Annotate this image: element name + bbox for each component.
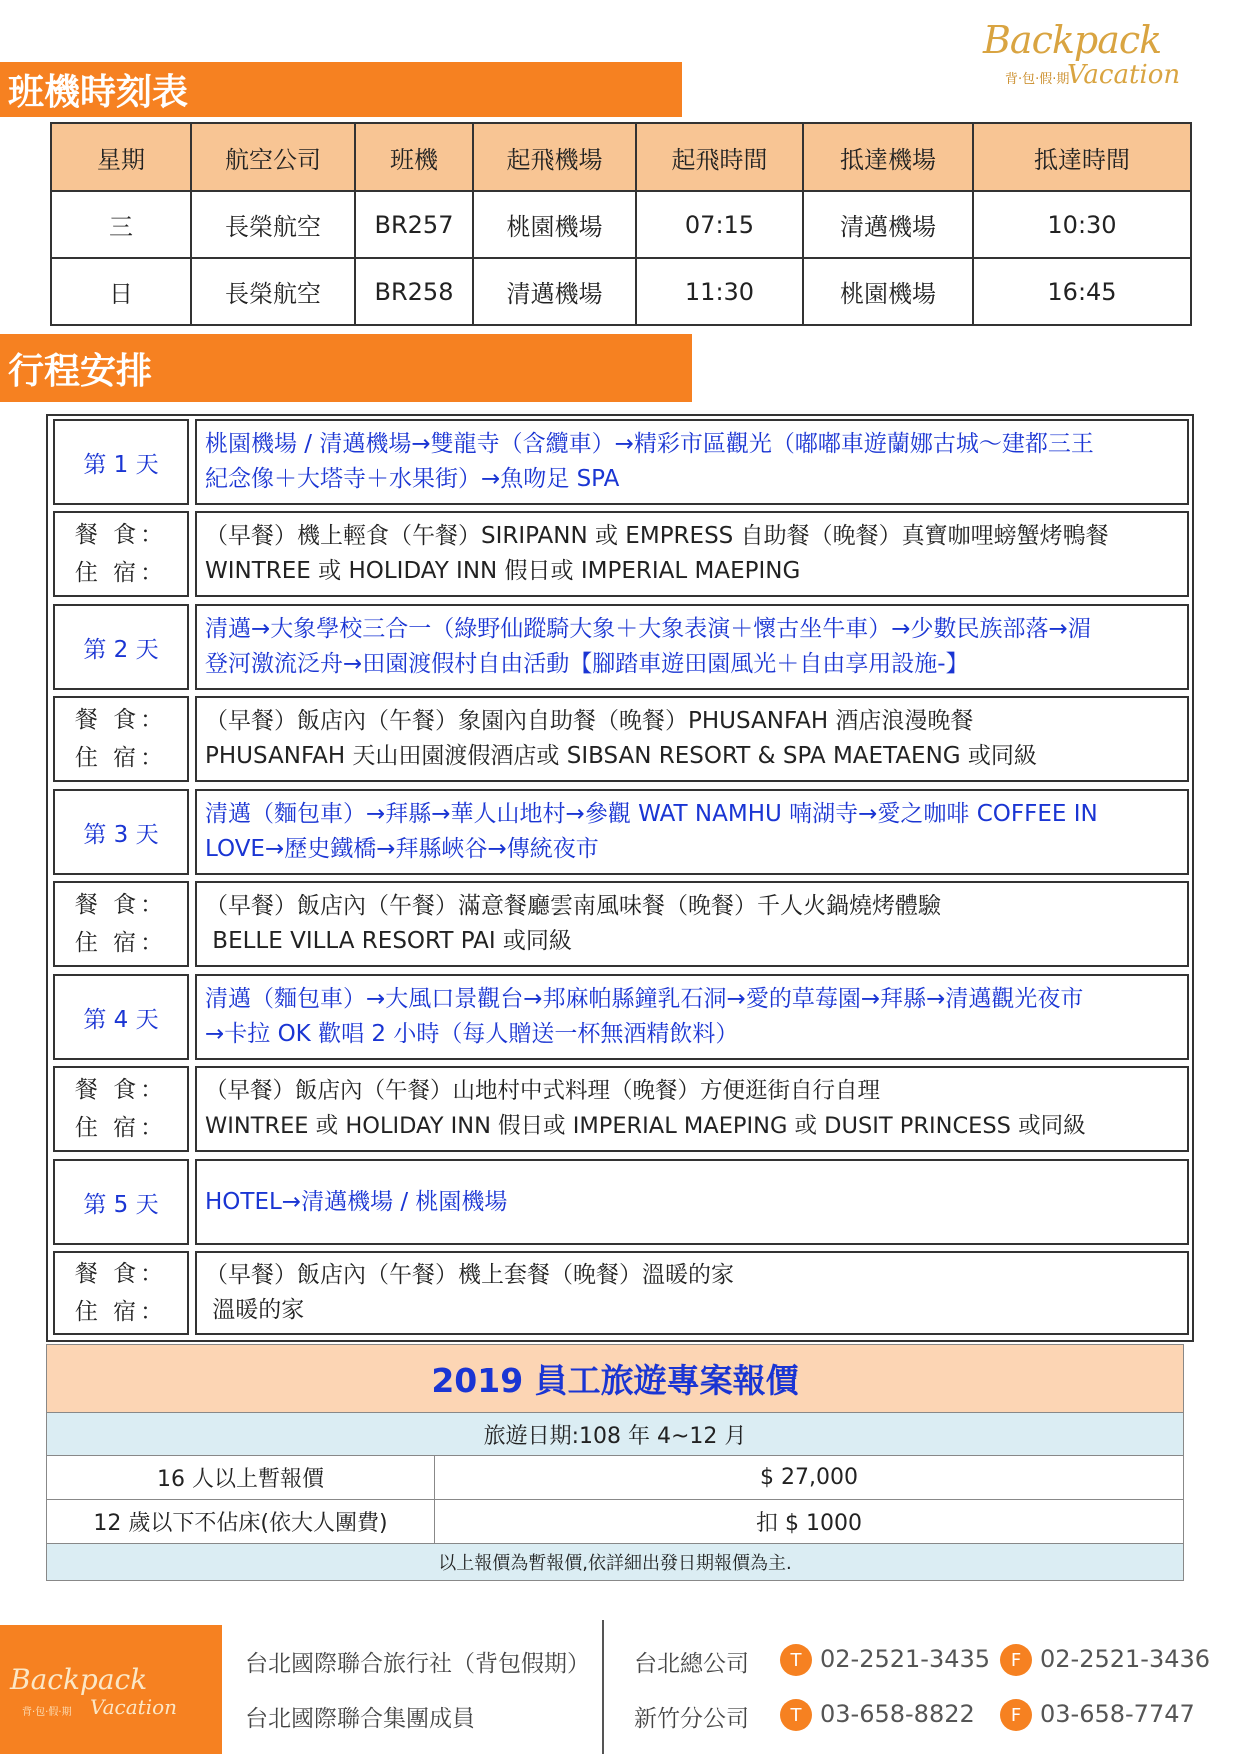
table-row <box>47 1500 1183 1544</box>
flight-table <box>50 122 1192 326</box>
col-weekday: 星期 <box>51 123 191 191</box>
table-row <box>47 1456 1183 1500</box>
flight-section-title: 班機時刻表 <box>0 62 682 117</box>
stay-text: 溫暖的家 <box>205 1297 305 1323</box>
office-name-hsinchu: 新竹分公司 <box>634 1706 749 1732</box>
meal-stay-labels <box>53 1251 189 1335</box>
stay-text: WINTREE 或 HOLIDAY INN 假日或 IMPERIAL MAEPING 或 DUSIT PRINCESS 或同級 <box>205 1113 1086 1139</box>
meal-stay-labels <box>53 881 189 967</box>
stay-label: 住 宿： <box>74 1115 168 1141</box>
meal-row-3 <box>53 881 1189 967</box>
route-line: 清邁（麵包車）→大風口景觀台→邦麻帕縣鐘乳石洞→愛的草莓園→拜縣→清邁觀光夜市 <box>205 986 1084 1012</box>
office-name-taipei: 台北總公司 <box>634 1651 749 1677</box>
day-route <box>195 1159 1189 1245</box>
meal-text: （早餐）飯店內（午餐）象園內自助餐（晚餐）PHUSANFAH 酒店浪漫晚餐 <box>205 708 974 734</box>
meal-label: 餐 食： <box>74 1077 168 1103</box>
stay-text: WINTREE 或 HOLIDAY INN 假日或 IMPERIAL MAEPING <box>205 558 801 584</box>
cell-arrive-time: 10:30 <box>973 191 1191 258</box>
meal-label: 餐 食： <box>74 522 168 548</box>
cell-flight: BR258 <box>355 258 473 325</box>
col-airline: 航空公司 <box>191 123 355 191</box>
cell-depart-time: 11:30 <box>636 258 803 325</box>
meal-row-2 <box>53 696 1189 782</box>
itinerary-table <box>46 414 1194 1342</box>
quote-label: 12 歲以下不佔床(依大人團費) <box>47 1500 435 1543</box>
meal-label: 餐 食： <box>74 892 168 918</box>
col-depart-airport: 起飛機場 <box>473 123 636 191</box>
meal-stay-detail <box>195 511 1189 597</box>
quote-price: $ 27,000 <box>760 1465 858 1490</box>
route-line: HOTEL→清邁機場 / 桃園機場 <box>205 1188 508 1215</box>
cell-arrive-time: 16:45 <box>973 258 1191 325</box>
phone-icon: T <box>780 1644 812 1676</box>
brand-logo <box>975 18 1205 98</box>
logo-main-text: Backpack <box>983 18 1162 62</box>
footer-logo-sub: Vacation <box>90 1695 178 1719</box>
meal-label: 餐 食： <box>74 707 168 733</box>
stay-label: 住 宿： <box>74 560 168 586</box>
fax-icon: F <box>1000 1644 1032 1676</box>
tel-number: 02-2521-3435 <box>820 1645 991 1673</box>
day-route <box>195 974 1189 1060</box>
cell-arrive-airport: 清邁機場 <box>803 191 973 258</box>
meal-text: （早餐）飯店內（午餐）機上套餐（晚餐）溫暖的家 <box>205 1262 734 1288</box>
stay-text: PHUSANFAH 天山田園渡假酒店或 SIBSAN RESORT & SPA MAETAENG 或同級 <box>205 743 1037 769</box>
meal-stay-detail <box>195 881 1189 967</box>
col-depart-time: 起飛時間 <box>636 123 803 191</box>
day-row-3 <box>53 789 1189 875</box>
stay-label: 住 宿： <box>74 745 168 771</box>
footer-divider <box>602 1620 604 1754</box>
meal-stay-labels <box>53 1066 189 1152</box>
fax-number: 02-2521-3436 <box>1040 1645 1211 1673</box>
day-label: 第 5 天 <box>53 1159 189 1245</box>
logo-sub-text: Vacation <box>1067 60 1181 90</box>
cell-weekday: 日 <box>51 258 191 325</box>
route-line: LOVE→歷史鐵橋→拜縣峽谷→傳統夜市 <box>205 836 599 862</box>
day-row-4 <box>53 974 1189 1060</box>
meal-row-1 <box>53 511 1189 597</box>
cell-flight: BR257 <box>355 191 473 258</box>
col-arrive-airport: 抵達機場 <box>803 123 973 191</box>
quote-table <box>46 1344 1184 1581</box>
cell-depart-airport: 桃園機場 <box>473 191 636 258</box>
meal-text: （早餐）飯店內（午餐）滿意餐廳雲南風味餐（晚餐）千人火鍋燒烤體驗 <box>205 893 941 919</box>
quote-price: 扣 $ 1000 <box>756 1511 862 1536</box>
cell-depart-airport: 清邁機場 <box>473 258 636 325</box>
day-row-5 <box>53 1159 1189 1245</box>
tel-number: 03-658-8822 <box>820 1700 975 1728</box>
itinerary-section-title: 行程安排 <box>0 334 692 402</box>
table-row <box>51 191 1191 258</box>
meal-row-5 <box>53 1251 1189 1335</box>
route-line: 清邁（麵包車）→拜縣→華人山地村→參觀 WAT NAMHU 喃湖寺→愛之咖啡 COFFEE IN <box>205 801 1098 827</box>
cell-depart-time: 07:15 <box>636 191 803 258</box>
route-line: →卡拉 OK 歡唱 2 小時（每人贈送一杯無酒精飲料） <box>205 1021 739 1047</box>
stay-label: 住 宿： <box>74 1299 168 1325</box>
cell-weekday: 三 <box>51 191 191 258</box>
meal-label: 餐 食： <box>74 1261 168 1287</box>
day-label: 第 4 天 <box>53 974 189 1060</box>
meal-text: （早餐）機上輕食（午餐）SIRIPANN 或 EMPRESS 自助餐（晚餐）真寶咖哩螃蟹烤鴨餐 <box>205 523 1109 549</box>
route-line: 紀念像＋大塔寺＋水果街）→魚吻足 SPA <box>205 466 620 492</box>
route-line: 登河激流泛舟→田園渡假村自由活動【腳踏車遊田園風光＋自由享用設施-】 <box>205 651 969 677</box>
col-flight: 班機 <box>355 123 473 191</box>
fax-icon: F <box>1000 1699 1032 1731</box>
table-row <box>51 258 1191 325</box>
col-arrive-time: 抵達時間 <box>973 123 1191 191</box>
footer-logo-main: Backpack <box>10 1663 148 1696</box>
meal-text: （早餐）飯店內（午餐）山地村中式料理（晚餐）方便逛街自行自理 <box>205 1078 881 1104</box>
cell-airline: 長榮航空 <box>191 191 355 258</box>
stay-label: 住 宿： <box>74 930 168 956</box>
footer-member: 台北國際聯合集團成員 <box>245 1706 475 1732</box>
stay-text: BELLE VILLA RESORT PAI 或同級 <box>205 928 572 954</box>
footer-company: 台北國際聯合旅行社（背包假期） <box>245 1651 590 1677</box>
footer-logo-cn: 背·包·假·期 <box>22 1707 72 1718</box>
day-route <box>195 604 1189 690</box>
route-line: 桃園機場 / 清邁機場→雙龍寺（含纜車）→精彩市區觀光（嘟嘟車遊蘭娜古城～建都三王 <box>205 431 1094 457</box>
footer-logo <box>0 1625 222 1754</box>
fax-number: 03-658-7747 <box>1040 1700 1195 1728</box>
meal-row-4 <box>53 1066 1189 1152</box>
quote-label: 16 人以上暫報價 <box>47 1456 435 1499</box>
cell-arrive-airport: 桃園機場 <box>803 258 973 325</box>
day-label: 第 1 天 <box>53 419 189 505</box>
meal-stay-labels <box>53 511 189 597</box>
flight-table-header <box>51 123 1191 191</box>
meal-stay-detail <box>195 696 1189 782</box>
meal-stay-labels <box>53 696 189 782</box>
day-label: 第 3 天 <box>53 789 189 875</box>
day-route <box>195 789 1189 875</box>
cell-airline: 長榮航空 <box>191 258 355 325</box>
route-line: 清邁→大象學校三合一（綠野仙蹤騎大象＋大象表演＋懷古坐牛車）→少數民族部落→湄 <box>205 616 1091 642</box>
logo-cn-text: 背·包·假·期 <box>1005 72 1070 87</box>
day-route <box>195 419 1189 505</box>
phone-icon: T <box>780 1699 812 1731</box>
day-row-1 <box>53 419 1189 505</box>
day-row-2 <box>53 604 1189 690</box>
quote-note: 以上報價為暫報價,依詳細出發日期報價為主. <box>47 1544 1183 1580</box>
meal-stay-detail <box>195 1066 1189 1152</box>
quote-date: 旅遊日期:108 年 4~12 月 <box>47 1413 1183 1456</box>
quote-title: 2019 員工旅遊專案報價 <box>47 1345 1183 1413</box>
meal-stay-detail <box>195 1251 1189 1335</box>
day-label: 第 2 天 <box>53 604 189 690</box>
